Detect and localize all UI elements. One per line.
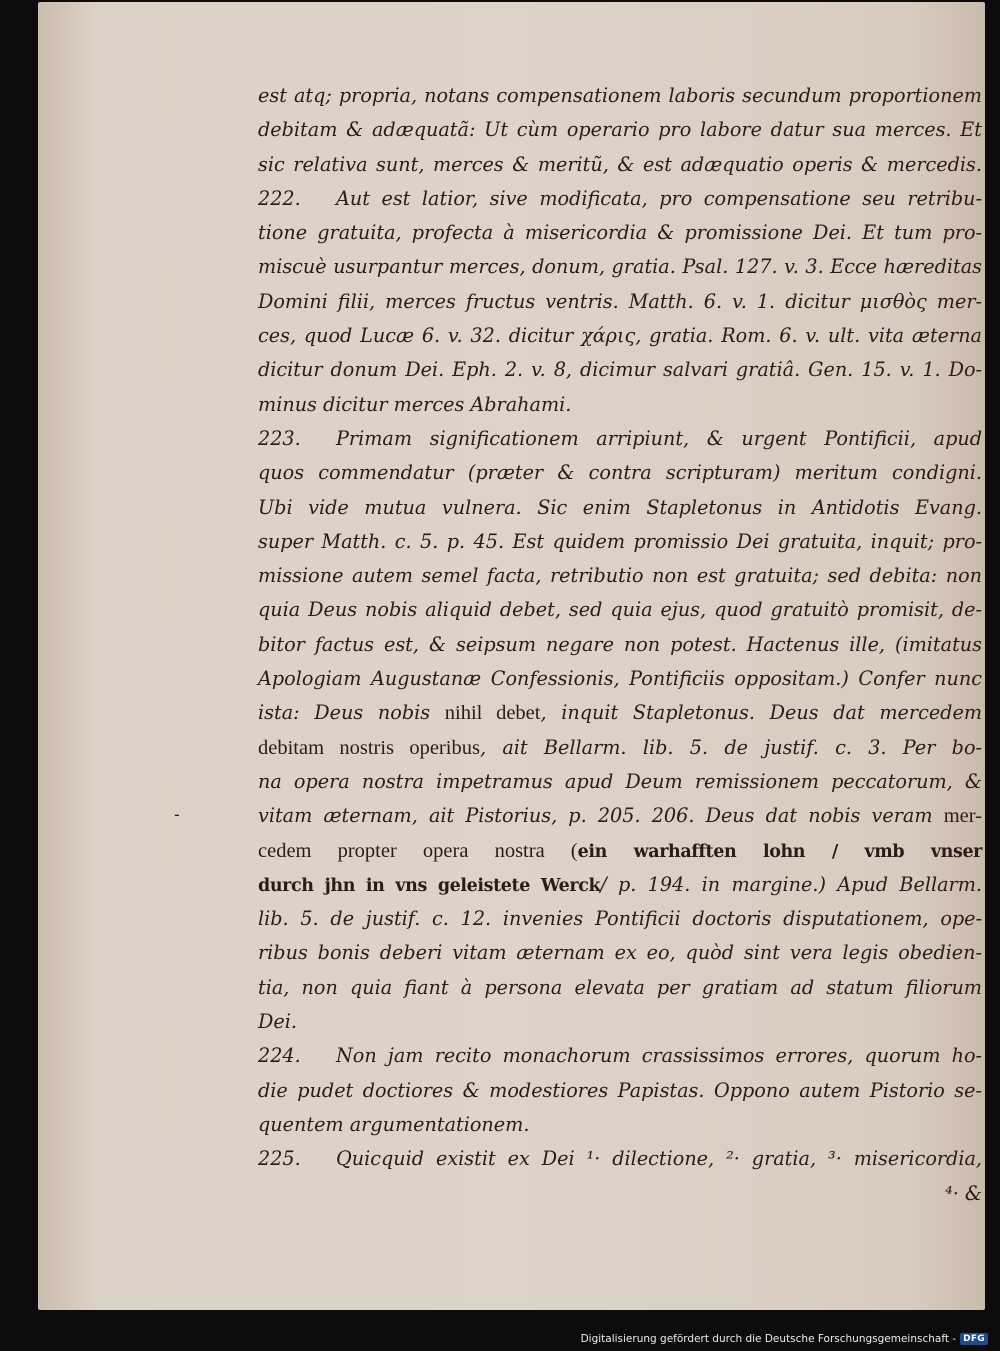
text-line	[258, 250, 982, 284]
text-line	[258, 1108, 982, 1142]
text-line	[258, 148, 982, 182]
text-line	[258, 696, 982, 730]
text-segment: quia Deus nobis aliquid debet, sed quia ejus, quod gratuitò promisit, de-	[258, 598, 982, 622]
text-segment: Apologiam Augustanæ Confessionis, Pontificiis oppositam.) Confer nunc	[258, 667, 982, 691]
text-segment: cedem propter opera nostra (	[258, 839, 578, 862]
text-segment: tione gratuita, profecta à misericordia & promissione Dei. Et tum pro-	[258, 221, 982, 245]
footer-credit: Digitalisierung gefördert durch die Deutsche Forschungsgemeinschaft -	[580, 1333, 957, 1345]
text-line	[258, 593, 982, 627]
text-line	[258, 456, 982, 490]
text-segment: debitam nostris operibus	[258, 736, 480, 759]
text-segment: Domini filii, merces fructus ventris. Matth. 6. v. 1. dicitur μισθὸς mer-	[258, 289, 982, 313]
text-segment: dicitur donum Dei. Eph. 2. v. 8, dicimur salvari gratiâ. Gen. 15. v. 1. Do-	[258, 358, 982, 382]
text-segment: Non jam recito monachorum crassissimos errores, quorum ho-	[336, 1044, 982, 1068]
text-segment: / p. 194. in margine.) Apud Bellarm.	[600, 872, 982, 896]
text-segment: , ait Bellarm. lib. 5. de justif. c. 3. Per bo-	[479, 735, 982, 759]
text-line	[258, 319, 982, 353]
paragraph-number: 222.	[258, 186, 301, 210]
text-line	[258, 1039, 982, 1073]
text-segment: nihil debet	[444, 702, 541, 725]
text-line	[258, 216, 982, 250]
text-line	[258, 731, 982, 765]
paragraph-number: 224.	[258, 1044, 301, 1068]
text-segment: sic relativa sunt, merces & meritũ, & est adæquatio operis & mercedis.	[258, 152, 982, 176]
text-line	[258, 971, 982, 1005]
text-line	[258, 834, 982, 868]
text-segment: quos commendatur (præter & contra scripturam) meritum condigni.	[258, 461, 982, 485]
text-segment: mer-	[943, 805, 982, 828]
text-segment: debitam & adæquatã: Ut cùm operario pro labore datur sua merces. Et	[258, 118, 982, 142]
text-segment: quentem argumentationem.	[258, 1112, 530, 1136]
text-line	[258, 182, 982, 216]
text-segment: miscuè usurpantur merces, donum, gratia. Psal. 127. v. 3. Ecce hæreditas	[258, 255, 982, 279]
text-segment: ein warhafften lohn / vmb vnser	[577, 841, 982, 862]
page-text	[258, 79, 982, 1211]
text-segment: ces, quod Lucæ 6. v. 32. dicitur χάρις, gratia. Rom. 6. v. ult. vita æterna	[258, 324, 982, 348]
text-segment: die pudet doctiores & modestiores Papistas. Oppono autem Pistorio se-	[258, 1078, 982, 1102]
text-line	[258, 1142, 982, 1176]
text-segment: na opera nostra impetramus apud Deum remissionem peccatorum, &	[258, 769, 982, 793]
text-segment: Primam significationem arripiunt, & urgent Pontificii, apud	[336, 426, 982, 450]
text-segment: , inquit Stapletonus. Deus dat mercedem	[540, 701, 983, 725]
text-segment: Aut est latior, sive modificata, pro compensatione seu retribu-	[336, 186, 982, 210]
dfg-logo-icon: DFG	[960, 1333, 988, 1345]
text-segment: est atq; propria, notans compensationem laboris secundum proportionem	[258, 84, 982, 107]
text-line	[258, 1074, 982, 1108]
text-line	[258, 353, 982, 387]
text-segment: ⁴· &	[945, 1181, 982, 1205]
text-line	[258, 902, 982, 936]
text-line	[258, 765, 982, 799]
text-segment: bitor factus est, & seipsum negare non potest. Hactenus ille, (imitatus	[258, 632, 982, 656]
text-segment: tia, non quia fiant à persona elevata per gratiam ad statum filiorum	[258, 975, 982, 999]
paragraph-number: 225.	[258, 1147, 301, 1171]
text-line	[258, 491, 982, 525]
text-segment: lib. 5. de justif. c. 12. invenies Pontificii doctoris disputationem, ope-	[258, 907, 982, 931]
text-line	[258, 285, 982, 319]
text-line	[258, 525, 982, 559]
book-page	[38, 2, 985, 1310]
text-segment: Quicquid existit ex Dei ¹· dilectione, ²· gratia, ³· misericordia,	[336, 1147, 982, 1171]
text-segment: Ubi vide mutua vulnera. Sic enim Stapletonus in Antidotis Evang.	[258, 495, 982, 519]
text-line	[258, 662, 982, 696]
text-segment: Dei.	[258, 1010, 297, 1034]
text-line	[258, 388, 982, 422]
text-line	[258, 113, 982, 147]
margin-mark: -	[174, 805, 180, 824]
text-segment: super Matth. c. 5. p. 45. Est quidem promissio Dei gratuita, inquit; pro-	[258, 529, 982, 553]
text-segment: missione autem semel facta, retributio non est gratuita; sed debita: non	[258, 564, 982, 588]
text-line	[258, 79, 982, 113]
text-line	[258, 799, 982, 833]
text-line	[258, 1177, 982, 1211]
paragraph-number: 223.	[258, 426, 301, 450]
text-line	[258, 628, 982, 662]
footer	[581, 1333, 988, 1345]
text-line	[258, 868, 982, 902]
text-segment: ista: Deus nobis	[258, 701, 445, 725]
text-line	[258, 559, 982, 593]
text-line	[258, 1005, 982, 1039]
text-line	[258, 422, 982, 456]
text-line	[258, 936, 982, 970]
text-segment: ribus bonis deberi vitam æternam ex eo, quòd sint vera legis obedien-	[258, 941, 982, 965]
text-segment: vitam æternam, ait Pistorius, p. 205. 206. Deus dat nobis veram	[258, 804, 944, 828]
text-segment: durch jhn in vns geleistete Werck	[258, 875, 601, 896]
text-segment: minus dicitur merces Abrahami.	[258, 392, 572, 416]
